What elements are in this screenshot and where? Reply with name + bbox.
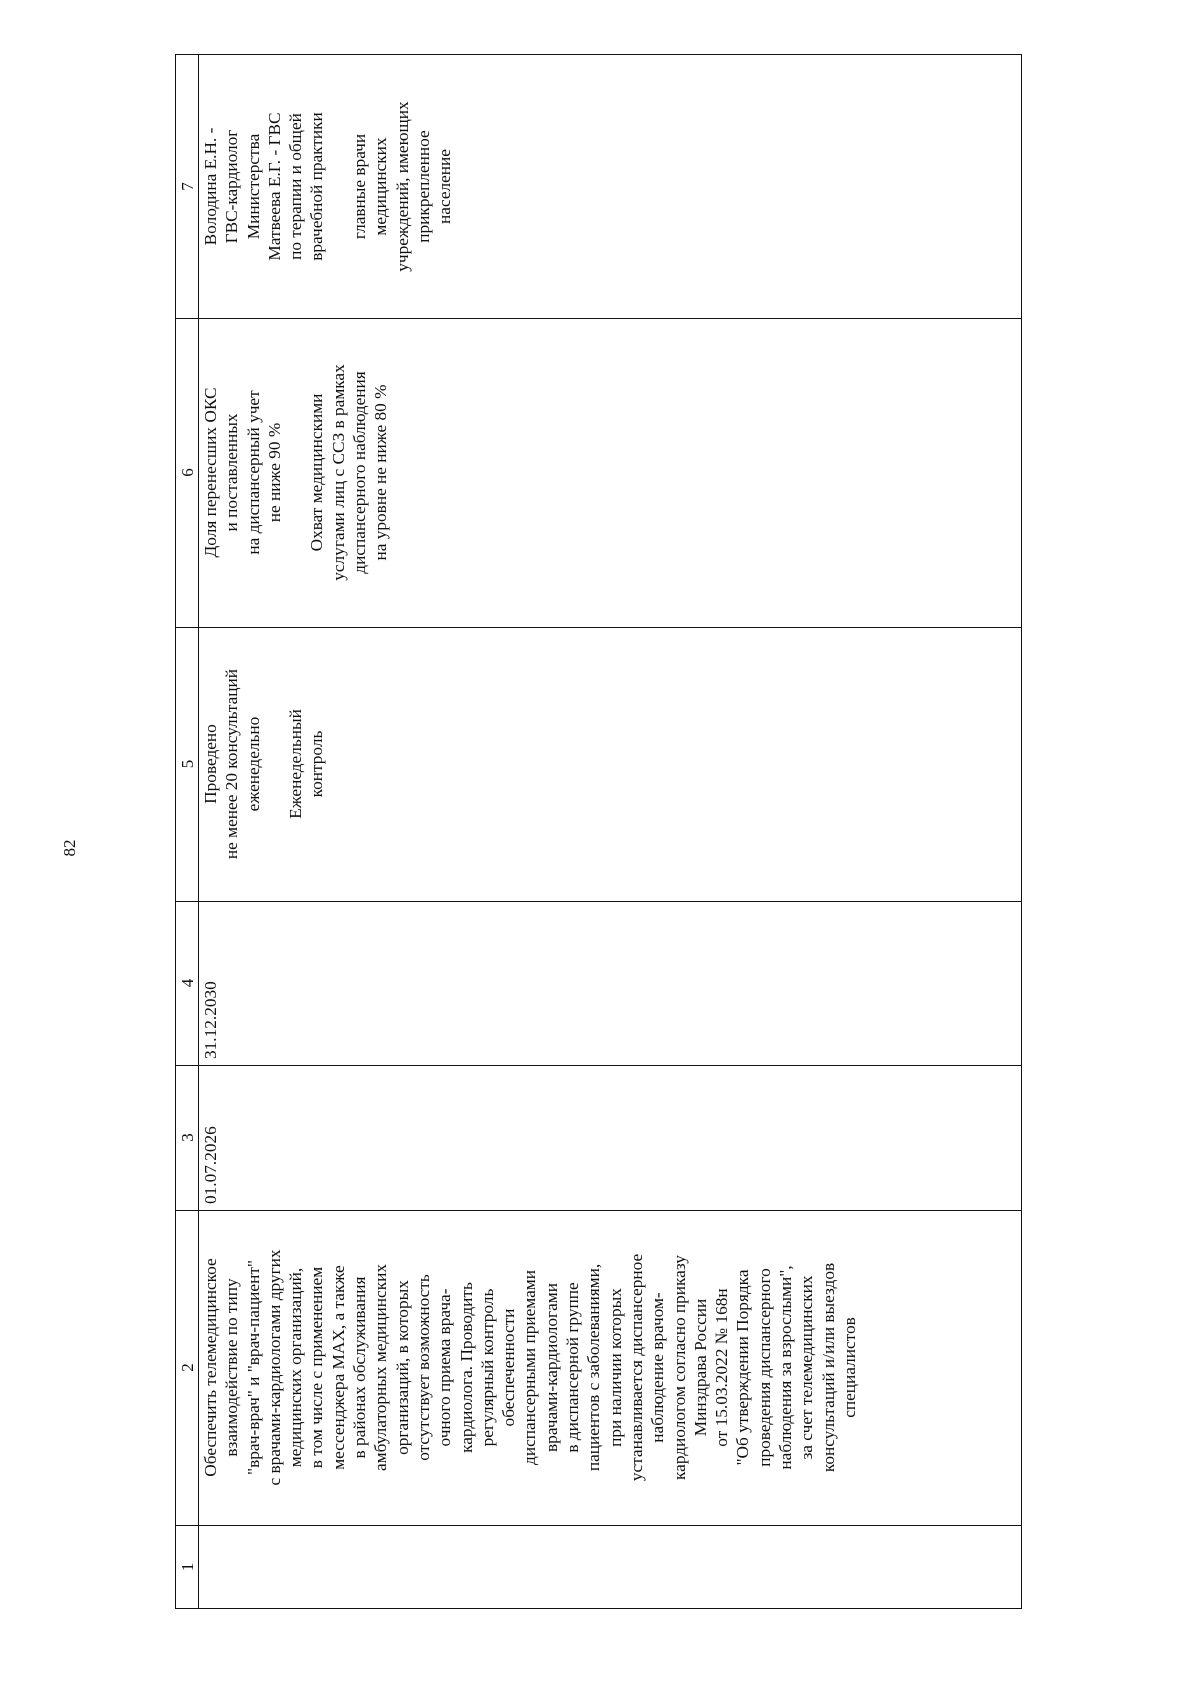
- text-line: отсутствует возможность: [413, 1274, 433, 1461]
- cell-col-6-indicators: [199, 318, 1019, 627]
- text-line: в районах обслуживания: [350, 1276, 370, 1459]
- landscape-table: [175, 54, 1022, 1609]
- blank-line: [285, 318, 306, 627]
- text-line: Еженедельный: [286, 709, 306, 819]
- cell-col-5-result: [199, 627, 1019, 901]
- text-line: Охват медицинскими: [307, 393, 327, 552]
- text-line: наблюдения за взрослыми",: [776, 1265, 796, 1470]
- text-line: на уровне не ниже 80 %: [371, 384, 391, 561]
- text-line: амбулаторных медицинских: [371, 1264, 391, 1472]
- text-line: проведения диспансерного: [754, 1268, 774, 1467]
- text-line: от 15.03.2022 № 168н: [712, 1288, 732, 1447]
- text-line: врачебной практики: [307, 112, 327, 261]
- text-line: главные врачи: [350, 133, 370, 240]
- text-line: учреждений, имеющих: [392, 101, 412, 272]
- end-date: 31.12.2030: [201, 981, 220, 1059]
- text-line: консультаций и/или выездов: [818, 1262, 838, 1473]
- header-col-3: 3: [177, 1133, 197, 1142]
- text-line: за счет телемедицинских: [797, 1275, 817, 1460]
- header-col-4: 4: [177, 978, 197, 988]
- text-line: взаимодействие по типу: [222, 1278, 242, 1457]
- text-line: с врачами-кардиологами других: [264, 1249, 284, 1486]
- text-line: контроль: [307, 730, 327, 798]
- text-line: Матвеева Е.Г. - ГВС: [264, 112, 284, 261]
- text-line: очного приема врача-: [435, 1288, 455, 1447]
- text-line: "Об утверждении Порядка: [733, 1269, 753, 1466]
- cell-col-7-responsible: [199, 55, 1019, 318]
- page-number: 82: [60, 839, 79, 857]
- text-line: еженедельно: [243, 716, 263, 812]
- text-line: Обеспечить телемедицинское: [201, 1258, 220, 1477]
- text-line: регулярный контроль: [477, 1288, 497, 1447]
- text-line: "врач-врач" и "врач-пациент": [243, 1260, 263, 1475]
- text-line: медицинских организаций,: [286, 1267, 306, 1468]
- blank-line: [264, 627, 285, 901]
- text-line: кардиолога. Проводить: [456, 1282, 476, 1453]
- text-line: пациентов с заболеваниями,: [584, 1263, 604, 1472]
- text-line: в том числе с применением: [307, 1266, 327, 1469]
- text-line: кардиологом согласно приказу: [669, 1255, 689, 1480]
- text-line: обеспеченности: [499, 1308, 519, 1427]
- text-line: по терапии и общей: [286, 113, 306, 260]
- start-date: 01.07.2026: [201, 1126, 220, 1204]
- header-col-7: 7: [177, 182, 197, 191]
- text-line: и поставленных: [222, 413, 242, 532]
- text-line: медицинских: [371, 137, 391, 236]
- text-line: врачами-кардиологами: [541, 1283, 561, 1452]
- header-col-2: 2: [177, 1363, 197, 1372]
- text-line: не ниже 90 %: [264, 422, 284, 523]
- cell-col-1: [199, 1525, 1019, 1609]
- text-line: Минздрава России: [690, 1298, 710, 1437]
- header-col-1: 1: [177, 1562, 197, 1572]
- text-line: наблюдение врачом-: [648, 1292, 668, 1443]
- text-line: Володина Е.Н. -: [201, 127, 220, 246]
- blank-line: [328, 55, 349, 318]
- text-line: Доля перенесших ОКС: [201, 387, 220, 558]
- text-line: в диспансерной группе: [563, 1282, 583, 1453]
- text-line: Министерства: [243, 133, 263, 240]
- text-line: прикрепленное: [413, 130, 433, 243]
- text-line: организаций, в которых: [392, 1280, 412, 1455]
- text-line: диспансерными приемами: [520, 1270, 540, 1465]
- cell-col-2-task: [199, 1210, 1019, 1525]
- cell-col-3-start-date: [199, 1065, 1019, 1210]
- text-line: устанавливается диспансерное: [626, 1253, 646, 1482]
- text-line: услугами лиц с ССЗ в рамках: [328, 364, 348, 581]
- text-line: мессенджера МАХ, а также: [328, 1265, 348, 1470]
- text-line: диспансерного наблюдения: [350, 371, 370, 574]
- text-line: специалистов: [839, 1317, 859, 1418]
- text-line: на диспансерный учет: [243, 390, 263, 555]
- header-col-5: 5: [177, 759, 197, 769]
- text-line: не менее 20 консультаций: [222, 668, 242, 860]
- text-line: Проведено: [201, 724, 220, 804]
- text-line: при наличии которых: [605, 1288, 625, 1447]
- text-line: население: [435, 149, 455, 224]
- header-col-6: 6: [177, 468, 197, 477]
- text-line: ГВС-кардиолог: [222, 129, 242, 244]
- cell-col-4-end-date: [199, 901, 1019, 1065]
